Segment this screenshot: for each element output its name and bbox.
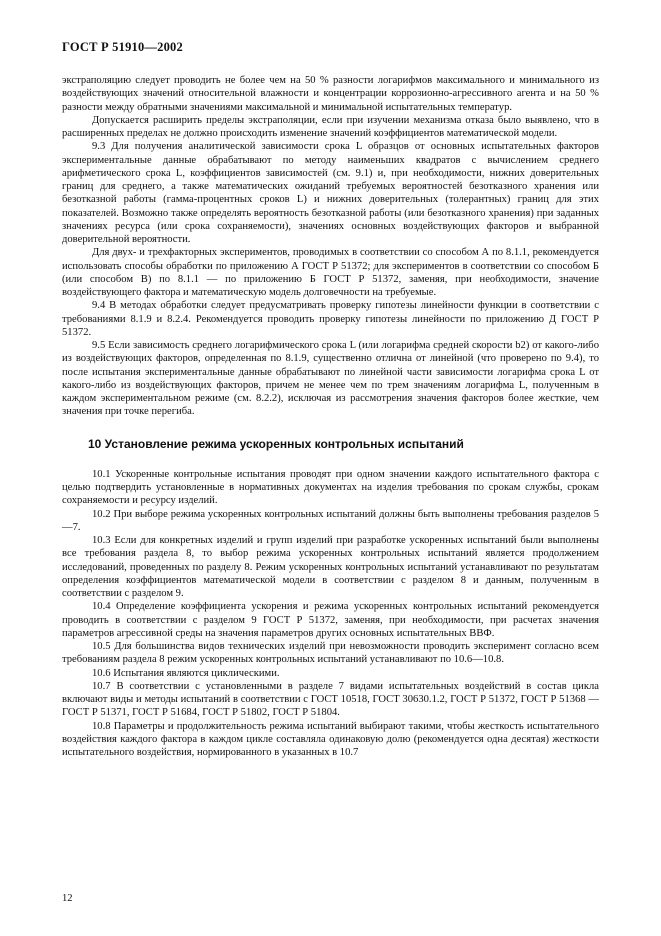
paragraph-10-7: 10.7 В соответствии с установленными в разделе 7 видами испытательных воздействий в состав цикла включают виды и методы испытаний в соответствии с ГОСТ 10518, ГОСТ 30630.1.2, ГОСТ Р 51372, ГОСТ Р 51368 — ГОСТ Р 51371, ГОСТ Р 51684, ГОСТ Р 51802, ГОСТ Р 51804. <box>62 680 599 719</box>
page-number: 12 <box>62 893 73 904</box>
paragraph: Допускается расширить пределы экстраполяции, если при изучении механизма отказа было выявлено, что в расширенных пределах не должно происходить изменение значений коэффициентов математической модели. <box>62 114 599 139</box>
paragraph-10-5: 10.5 Для большинства видов технических изделий при невозможности проводить эксперимент согласно всем требованиям раздела 8 режим ускоренных контрольных испытаний устанавливают по 10.6—10.8. <box>62 641 599 666</box>
paragraph-10-1: 10.1 Ускоренные контрольные испытания проводят при одном значении каждого испытательного фактора с целью подтвердить установленные в нормативных документах на изделия требования по срокам службы, срокам сохраняемости и ресурсу изделий. <box>62 468 599 507</box>
document-header: ГОСТ Р 51910—2002 <box>62 40 183 54</box>
paragraph-10-6: 10.6 Испытания являются циклическими. <box>92 667 280 679</box>
paragraph-10-2: 10.2 При выборе режима ускоренных контрольных испытаний должны быть выполнены требования разделов 5—7. <box>62 508 599 533</box>
paragraph-10-8: 10.8 Параметры и продолжительность режима испытаний выбирают такими, чтобы жесткость испытательного воздействия каждого фактора в каждом цикле составляла одинаковую долю (рекомендуется одна десятая) жесткости испытательного воздействия, нормированного в указанных в 10.7 <box>62 720 599 758</box>
paragraph-10-4: 10.4 Определение коэффициента ускорения и режима ускоренных контрольных испытаний рекомендуется проводить в соответствии с разделом 9 ГОСТ Р 51372, заменяя, при необходимости, при расчетах значения параметров агрессивной среды на значения параметров других основных испытательных ВВФ. <box>62 601 599 639</box>
paragraph-continuation: экстраполяцию следует проводить не более чем на 50 % разности логарифмов максимального и минимального из воздействующих значений относительной влажности и концентрации коррозионно-агрессивного агента и на 50 % разности между обратными значениями максимальной и минимальной испытательных температур. <box>62 75 599 113</box>
page-body <box>62 74 599 759</box>
paragraph-9-5: 9.5 Если зависимость среднего логарифмического срока L (или логарифма средней скорости b2) от какого-либо из воздействующих факторов, определенная по 8.1.9, существенно отлична от линейной (что проверено по 9.4), то после испытания экспериментальные данные обрабатывают по линейной части зависимости логарифма срока L от какого-либо из воздействующих факторов, причем не менее чем по трем значениям логарифма L, полученным в каждом экспериментальном режиме (см. 8.2.2), исключая из рассмотрения значения факторов более жесткие, чем значения при точке перегиба. <box>62 340 599 418</box>
paragraph: Для двух- и трехфакторных экспериментов, проводимых в соответствии со способом А по 8.1.1, рекомендуется использовать способы обработки по приложению А ГОСТ Р 51372; для экспериментов в соответствии со способом Б (или способом В) по 8.1.1 — по приложению Б ГОСТ Р 51372, заменяя, при необходимости, значение воздействующего фактора и математическую модель долговечности на требуемые. <box>62 247 599 298</box>
paragraph-10-3: 10.3 Если для конкретных изделий и групп изделий при разработке ускоренных испытаний были выполнены все требования раздела 8, то выбор режима ускоренных контрольных испытаний является продолжением исследований, проведенных по разделу 8. Режим ускоренных контрольных испытаний устанавливают по результатам определения коэффициентов математической модели в соответствии с разделом 8 и данным, полученным в соответствии с разделом 9. <box>62 535 599 599</box>
paragraph-9-4: 9.4 В методах обработки следует предусматривать проверку гипотезы линейности функции в соответствии с требованиями 8.1.9 и 8.2.4. Рекомендуется проводить проверку гипотезы линейности по приложению Д ГОСТ Р 51372. <box>62 300 599 338</box>
paragraph-9-3: 9.3 Для получения аналитической зависимости срока L образцов от основных испытательных факторов экспериментальные данные обрабатывают по методу наименьших квадратов с вычислением среднего арифметического срока L, коэффициентов зависимостей (см. 9.1) и, при необходимости, нижних доверительных границ для среднего, а также математических ожиданий требуемых вероятностей безотказного хранения или безотказной работы (гамма-процентных сроков L) и нижних доверительных (толерантных) границ для этих показателей. Возможно также определять вероятность безотказной работы (или безотказного хранения) при заданных значениях ресурса (или срока сохраняемости), значениях основных воздействующих факторов и выбранной доверительной вероятности. <box>62 141 599 245</box>
section-heading: 10 Установление режима ускоренных контрольных испытаний <box>88 436 464 451</box>
